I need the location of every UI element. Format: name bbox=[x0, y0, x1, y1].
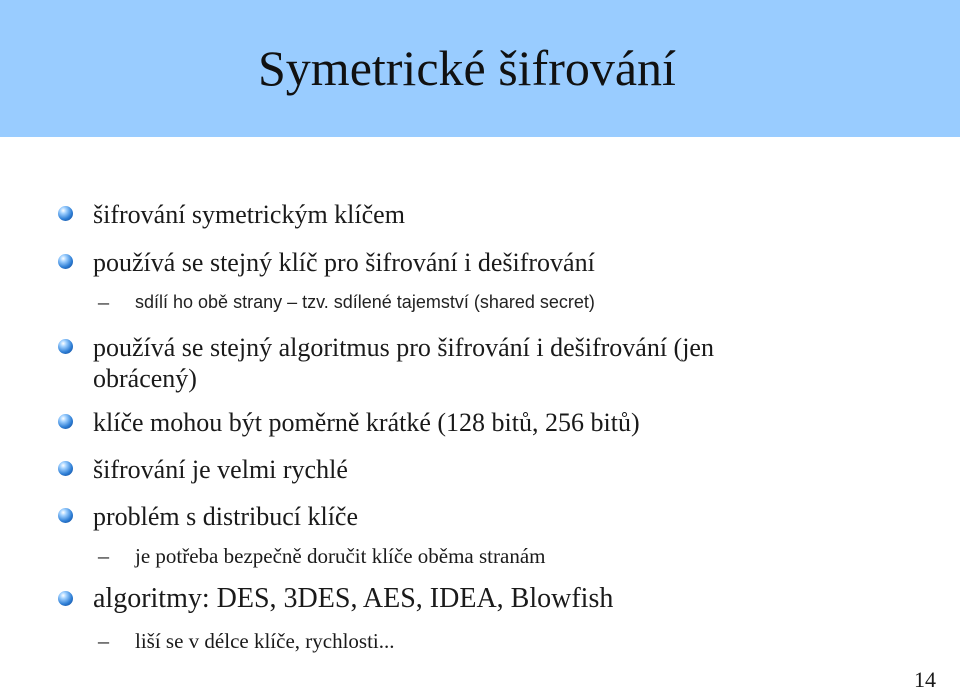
sub-list-item: liší se v délce klíče, rychlosti... bbox=[135, 629, 395, 653]
bullet-icon bbox=[58, 339, 73, 354]
bullet-icon bbox=[58, 591, 73, 606]
dash-icon: – bbox=[98, 543, 109, 568]
page-title: Symetrické šifrování bbox=[258, 40, 676, 96]
bullet-icon bbox=[58, 461, 73, 476]
list-item-line-2: obrácený) bbox=[93, 364, 197, 393]
list-item-line-1: používá se stejný algoritmus pro šifrování i dešifrování (jen bbox=[93, 333, 714, 362]
list-item: algoritmy: DES, 3DES, AES, IDEA, Blowfish bbox=[93, 583, 614, 614]
page-number: 14 bbox=[914, 667, 936, 692]
bullet-icon bbox=[58, 508, 73, 523]
list-item: používá se stejný klíč pro šifrování i dešifrování bbox=[93, 248, 595, 277]
bullet-icon bbox=[58, 206, 73, 221]
list-item: problém s distribucí klíče bbox=[93, 502, 359, 531]
dash-icon: – bbox=[98, 628, 109, 653]
sub-list-item: je potřeba bezpečně doručit klíče oběma stranám bbox=[135, 544, 546, 568]
sub-list-item: sdílí ho obě strany – tzv. sdílené tajemství (shared secret) bbox=[135, 292, 595, 312]
bullet-icon bbox=[58, 414, 73, 429]
list-item: klíče mohou být poměrně krátké (128 bitů, 256 bitů) bbox=[93, 408, 640, 437]
dash-icon: – bbox=[98, 289, 109, 314]
bullet-icon bbox=[58, 254, 73, 269]
list-item: šifrování je velmi rychlé bbox=[93, 455, 348, 484]
list-item: šifrování symetrickým klíčem bbox=[93, 200, 405, 229]
